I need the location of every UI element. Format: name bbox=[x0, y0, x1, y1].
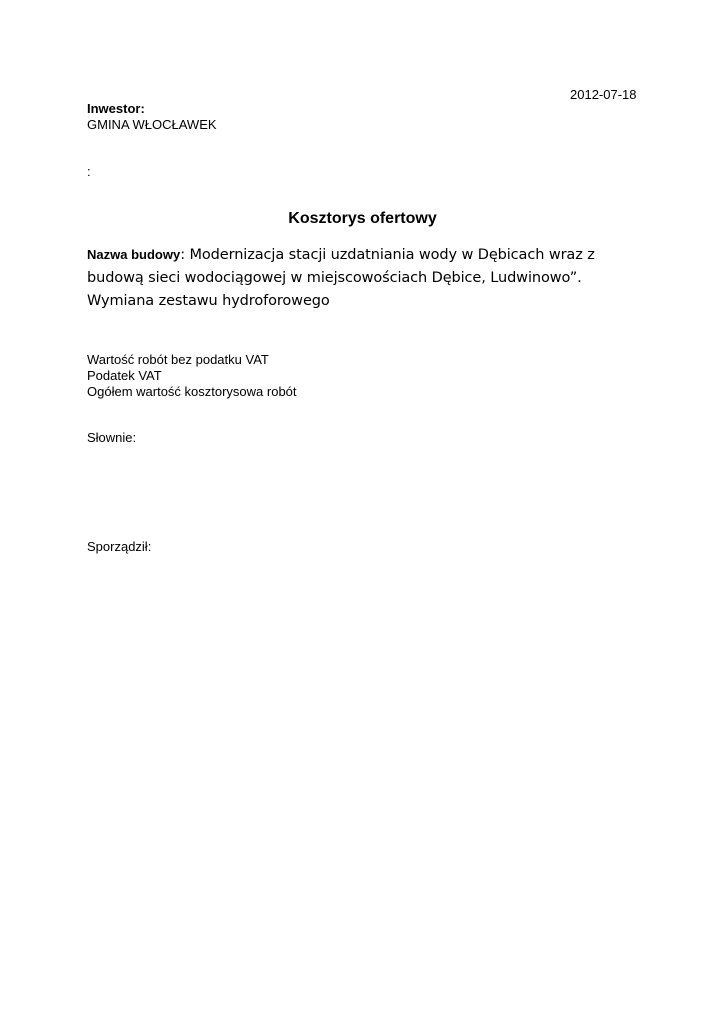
project-name-value: Modernizacja stacji uzdatniania wody w Dębicach wraz z budową sieci wodociągowej w miejscowościach Dębice, Ludwinowo”. Wymiana zestawu hydroforowego bbox=[87, 247, 595, 309]
prepared-by-label: Sporządził: bbox=[87, 539, 152, 554]
document-title: Kosztorys ofertowy bbox=[288, 210, 437, 227]
project-name-label: Nazwa budowy bbox=[87, 247, 181, 262]
document-date: 2012-07-18 bbox=[570, 87, 637, 102]
in-words-label: Słownie: bbox=[87, 430, 137, 445]
project-name-block bbox=[87, 243, 647, 313]
project-name-separator: : bbox=[180, 247, 185, 263]
net-value-label: Wartość robót bez podatku VAT bbox=[87, 352, 269, 367]
vat-label: Podatek VAT bbox=[87, 368, 162, 383]
investor-label: Inwestor: bbox=[87, 101, 145, 116]
investor-name: GMINA WŁOCŁAWEK bbox=[87, 117, 217, 132]
separator-colon: : bbox=[87, 164, 91, 179]
total-value-label: Ogółem wartość kosztorysowa robót bbox=[87, 384, 297, 399]
